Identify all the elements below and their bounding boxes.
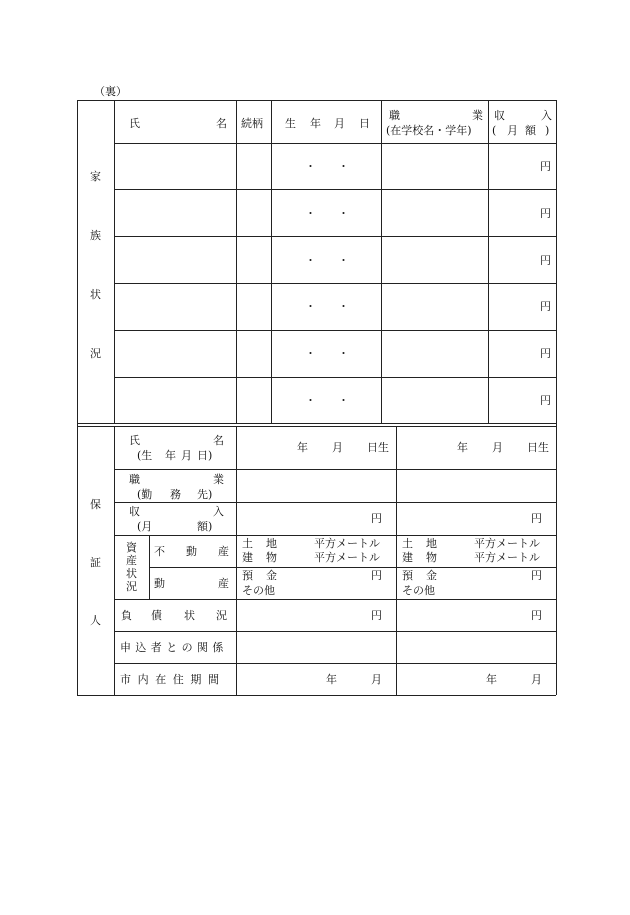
yen-label: 円 bbox=[540, 300, 551, 313]
table-rule bbox=[77, 100, 78, 695]
table-rule bbox=[77, 426, 556, 427]
birth-dots: ・ ・ bbox=[305, 160, 349, 173]
header-income-sub: ) bbox=[545, 124, 550, 137]
table-rule bbox=[236, 426, 237, 695]
job-sub: (勤 bbox=[137, 488, 153, 501]
yen-label: 円 bbox=[540, 394, 551, 407]
guarantor-section-char: 人 bbox=[90, 614, 101, 627]
relation-label: 申込者との関係 bbox=[120, 641, 228, 654]
birth-day-unit: 日生 bbox=[367, 441, 389, 454]
guarantor-name-sub: (生 bbox=[137, 449, 153, 462]
table-rule bbox=[396, 426, 397, 695]
sqm-unit: 平方メートル bbox=[314, 537, 380, 550]
header-birth: 生 bbox=[285, 117, 296, 130]
header-relation: 続柄 bbox=[241, 117, 263, 130]
birth-dots: ・ ・ bbox=[305, 394, 349, 407]
land-label: 土 bbox=[242, 537, 253, 550]
income-sub: 額) bbox=[197, 520, 213, 533]
real-estate-label: 産 bbox=[218, 545, 229, 558]
asset-label: 資 bbox=[126, 541, 137, 554]
job-label: 職 bbox=[129, 473, 140, 486]
table-rule bbox=[77, 695, 556, 696]
birth-month-unit: 月 bbox=[492, 441, 503, 454]
debt-label: 債 bbox=[151, 609, 162, 622]
yen-label: 円 bbox=[371, 569, 382, 582]
real-estate-label: 不 bbox=[154, 545, 165, 558]
guarantor-name-sub: 月 bbox=[181, 449, 192, 462]
income-label: 入 bbox=[213, 505, 224, 518]
residence-label: 市内在住期間 bbox=[120, 673, 226, 686]
building-label: 物 bbox=[426, 551, 437, 564]
table-rule bbox=[114, 330, 556, 331]
table-rule bbox=[381, 100, 382, 423]
yen-label: 円 bbox=[371, 512, 382, 525]
real-estate-label: 動 bbox=[186, 545, 197, 558]
deposit-label: 預 bbox=[402, 569, 413, 582]
table-rule bbox=[271, 100, 272, 423]
table-rule bbox=[114, 283, 556, 284]
birth-day-unit: 日生 bbox=[527, 441, 549, 454]
birth-dots: ・ ・ bbox=[305, 207, 349, 220]
family-section-char: 家 bbox=[90, 170, 101, 183]
birth-year-unit: 年 bbox=[457, 441, 468, 454]
land-label: 地 bbox=[266, 537, 277, 550]
table-rule bbox=[114, 143, 556, 144]
header-income-sub: ( bbox=[492, 124, 497, 137]
other-label: その他 bbox=[242, 584, 275, 597]
yen-label: 円 bbox=[531, 609, 542, 622]
birth-dots: ・ ・ bbox=[305, 347, 349, 360]
movable-label: 産 bbox=[218, 577, 229, 590]
table-rule bbox=[114, 663, 556, 664]
guarantor-name-sub: 日) bbox=[197, 449, 213, 462]
family-section-char: 状 bbox=[90, 288, 101, 301]
header-occupation: 職 bbox=[389, 109, 400, 122]
family-section-char: 況 bbox=[90, 347, 101, 360]
table-rule bbox=[114, 502, 556, 503]
deposit-label: 金 bbox=[426, 569, 437, 582]
asset-label: 状 bbox=[126, 567, 137, 580]
birth-dots: ・ ・ bbox=[305, 300, 349, 313]
table-rule bbox=[114, 426, 115, 695]
table-rule bbox=[114, 469, 556, 470]
other-label: その他 bbox=[402, 584, 435, 597]
job-label: 業 bbox=[213, 473, 224, 486]
guarantor-section-char: 保 bbox=[90, 498, 101, 511]
year-unit: 年 bbox=[326, 673, 337, 686]
table-rule bbox=[114, 535, 556, 536]
table-rule bbox=[236, 100, 237, 423]
header-name: 氏 bbox=[129, 117, 140, 130]
land-label: 土 bbox=[402, 537, 413, 550]
birth-dots: ・ ・ bbox=[305, 254, 349, 267]
header-name: 名 bbox=[216, 117, 227, 130]
header-income: 入 bbox=[541, 109, 552, 122]
header-income: 収 bbox=[494, 109, 505, 122]
yen-label: 円 bbox=[540, 160, 551, 173]
yen-label: 円 bbox=[540, 254, 551, 267]
asset-label: 産 bbox=[126, 554, 137, 567]
header-occupation: 業 bbox=[472, 109, 483, 122]
building-label: 建 bbox=[242, 551, 253, 564]
table-rule bbox=[149, 535, 150, 599]
header-income-sub: 月 bbox=[507, 124, 518, 137]
header-income-sub: 額 bbox=[525, 124, 536, 137]
income-sub: (月 bbox=[137, 520, 153, 533]
yen-label: 円 bbox=[540, 207, 551, 220]
guarantor-name-sub: 年 bbox=[165, 449, 176, 462]
year-unit: 年 bbox=[486, 673, 497, 686]
birth-month-unit: 月 bbox=[332, 441, 343, 454]
birth-year-unit: 年 bbox=[297, 441, 308, 454]
header-birth: 月 bbox=[334, 117, 345, 130]
table-border bbox=[77, 100, 556, 101]
table-rule bbox=[149, 567, 556, 568]
guarantor-name-label: 氏 bbox=[129, 434, 140, 447]
page-label: （裏） bbox=[94, 85, 127, 98]
building-label: 物 bbox=[266, 551, 277, 564]
guarantor-section-char: 証 bbox=[90, 556, 101, 569]
table-rule bbox=[114, 377, 556, 378]
land-label: 地 bbox=[426, 537, 437, 550]
header-birth: 日 bbox=[359, 117, 370, 130]
debt-label: 況 bbox=[216, 609, 227, 622]
yen-label: 円 bbox=[540, 347, 551, 360]
month-unit: 月 bbox=[371, 673, 382, 686]
guarantor-name-label: 名 bbox=[213, 434, 224, 447]
debt-label: 負 bbox=[121, 609, 132, 622]
sqm-unit: 平方メートル bbox=[314, 551, 380, 564]
header-occupation-sub: (在学校名・学年) bbox=[386, 124, 472, 137]
job-sub: 先) bbox=[197, 488, 213, 501]
building-label: 建 bbox=[402, 551, 413, 564]
table-rule bbox=[488, 100, 489, 423]
sqm-unit: 平方メートル bbox=[474, 551, 540, 564]
month-unit: 月 bbox=[531, 673, 542, 686]
table-rule bbox=[114, 599, 556, 600]
header-birth: 年 bbox=[310, 117, 321, 130]
table-rule bbox=[114, 631, 556, 632]
yen-label: 円 bbox=[371, 609, 382, 622]
yen-label: 円 bbox=[531, 569, 542, 582]
movable-label: 動 bbox=[154, 577, 165, 590]
debt-label: 状 bbox=[184, 609, 195, 622]
deposit-label: 金 bbox=[266, 569, 277, 582]
yen-label: 円 bbox=[531, 512, 542, 525]
table-rule bbox=[556, 100, 557, 695]
sqm-unit: 平方メートル bbox=[474, 537, 540, 550]
deposit-label: 預 bbox=[242, 569, 253, 582]
job-sub: 務 bbox=[170, 488, 181, 501]
table-rule bbox=[114, 236, 556, 237]
income-label: 収 bbox=[129, 505, 140, 518]
asset-label: 況 bbox=[126, 580, 137, 593]
table-rule bbox=[114, 100, 115, 423]
table-rule bbox=[114, 189, 556, 190]
family-section-char: 族 bbox=[90, 229, 101, 242]
table-rule bbox=[77, 423, 556, 424]
